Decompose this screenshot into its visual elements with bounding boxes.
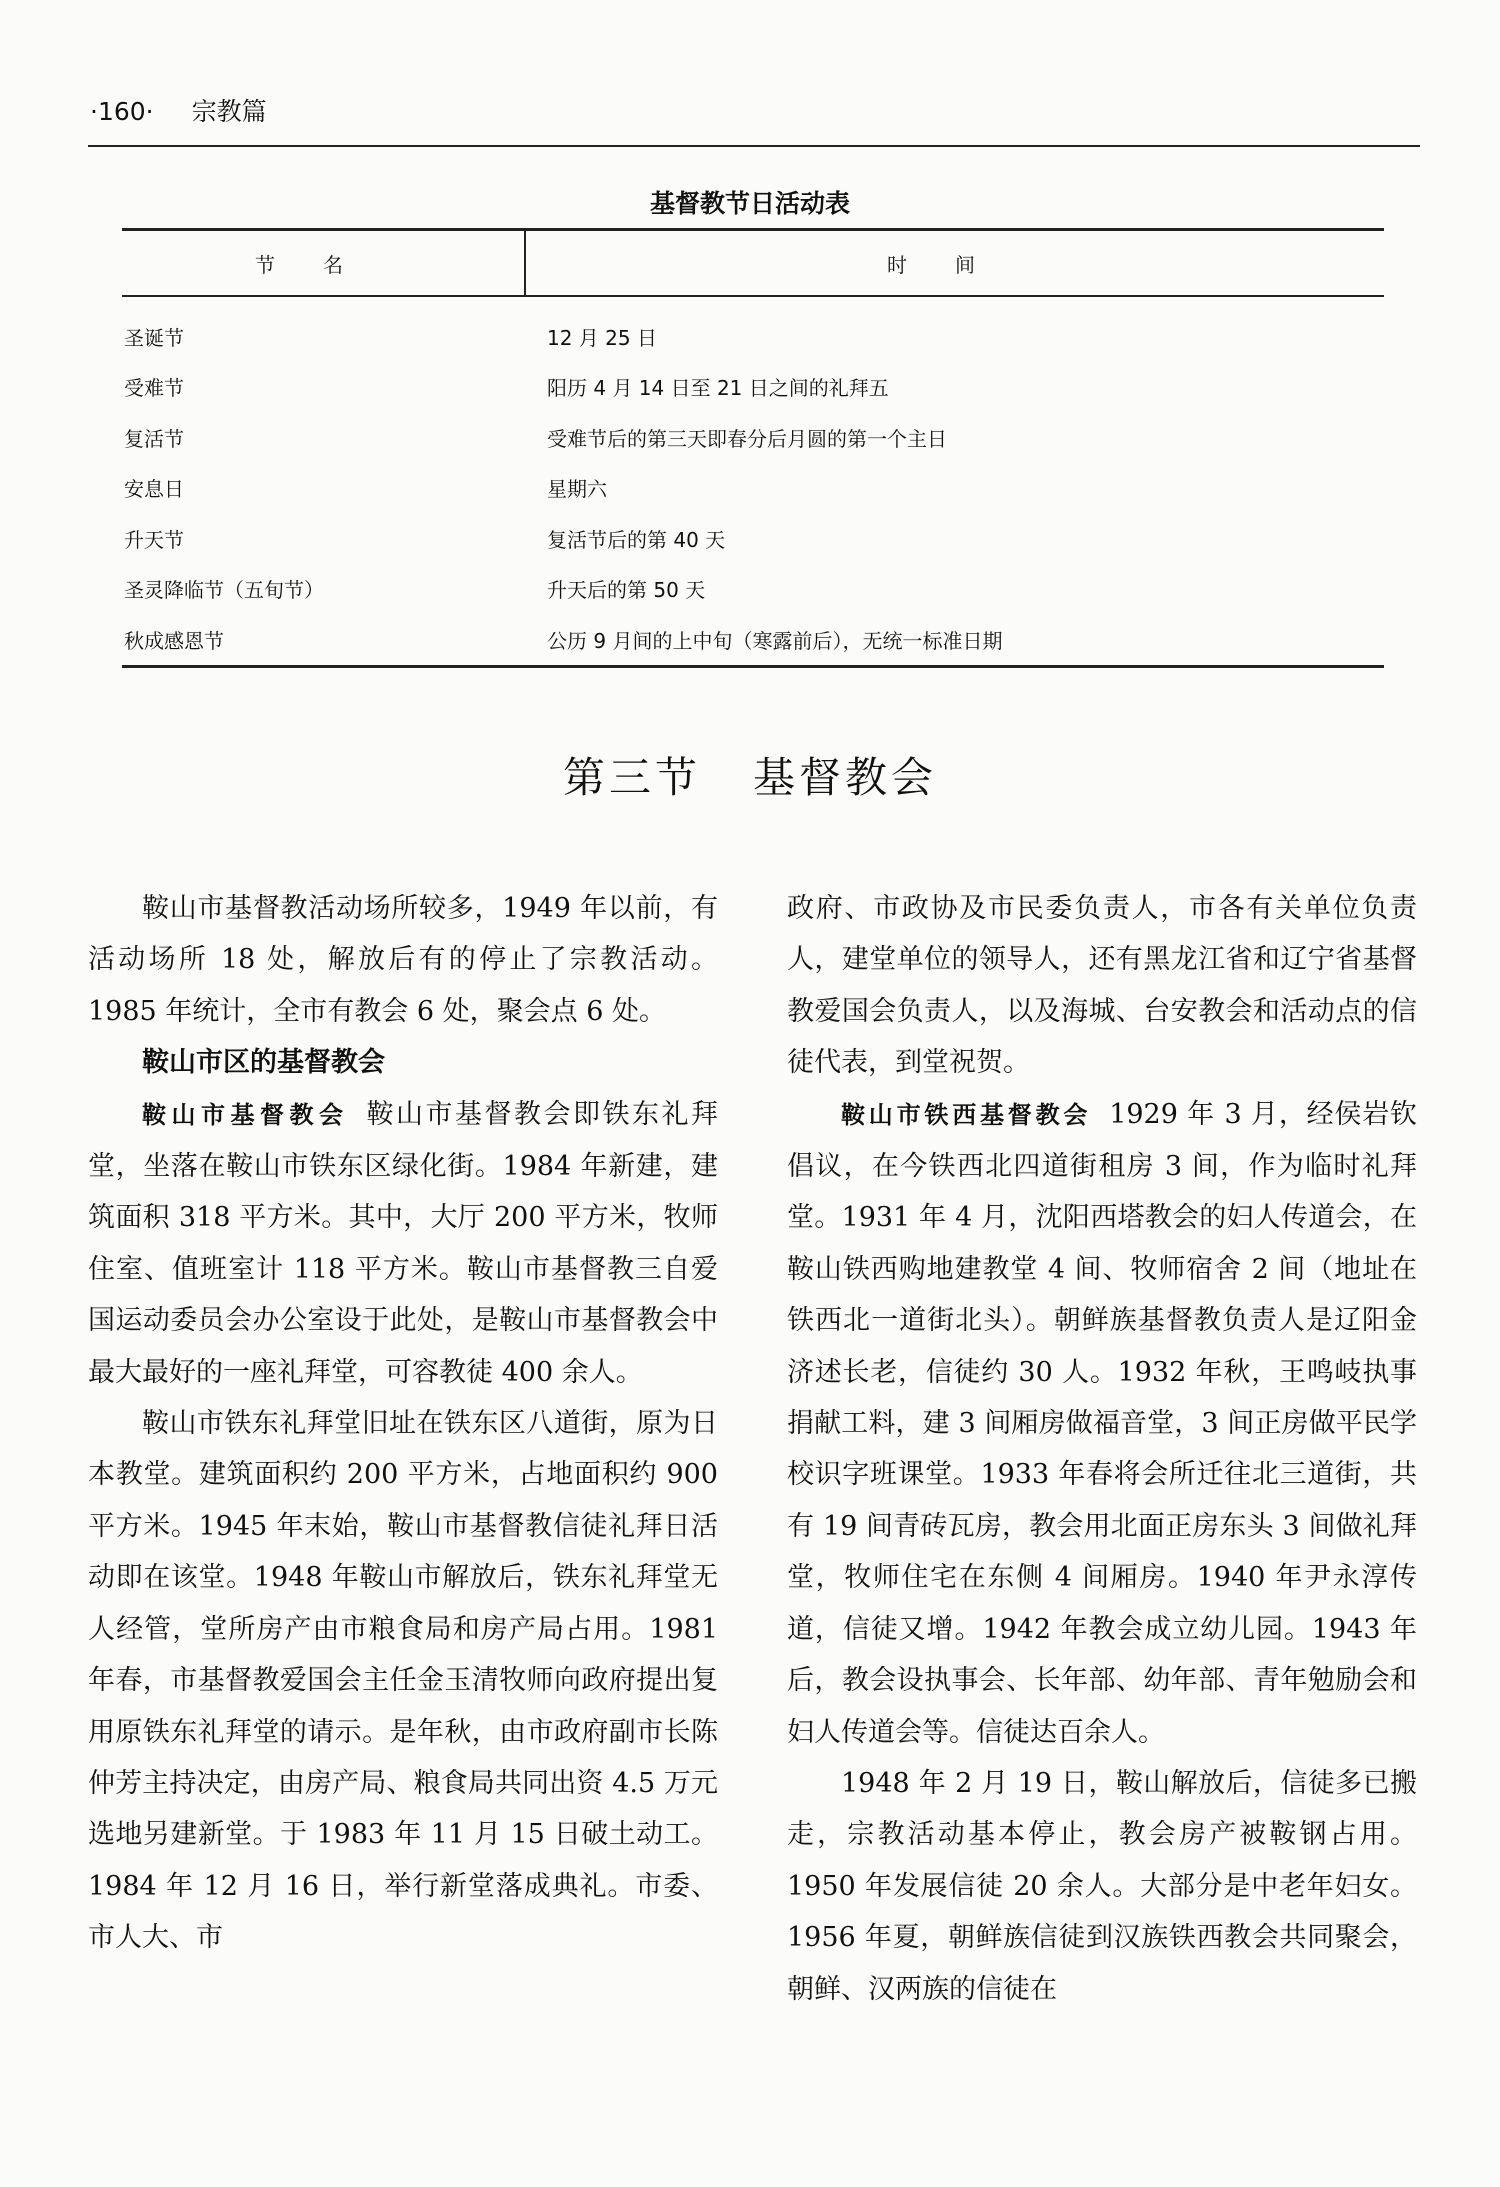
festival-name: 受难节: [124, 376, 184, 401]
section-number: 第三节: [562, 753, 701, 802]
festival-name: 圣诞节: [124, 325, 184, 350]
left-column: [88, 883, 718, 1964]
festival-name: 升天节: [124, 527, 184, 552]
festival-time: 升天后的第 50 天: [547, 578, 706, 603]
table-row: [122, 296, 1384, 362]
festival-time: 12 月 25 日: [547, 325, 657, 350]
festival-name: 秋成感恩节: [122, 614, 525, 666]
festival-time: 复活节后的第 40 天: [547, 527, 726, 552]
paragraph: 政府、市政协及市民委负责人，市各有关单位负责人，建堂单位的领导人，还有黑龙江省和辽宁省基督教爱国会负责人，以及海城、台安教会和活动点的信徒代表，到堂祝贺。: [787, 893, 1417, 1079]
table-row: [122, 412, 1384, 463]
festival-name: 圣灵降临节（五旬节）: [124, 578, 324, 603]
page-header: [90, 92, 1420, 128]
table-row: [122, 614, 1384, 666]
festival-table: [122, 228, 1384, 668]
header-rule: [88, 145, 1420, 147]
paragraph: 鞍山市基督教活动场所较多，1949 年以前，有活动场所 18 处，解放后有的停止了宗教活动。1985 年统计，全市有教会 6 处，聚会点 6 处。: [88, 893, 718, 1027]
section-title: [0, 745, 1500, 805]
entry-lead: 鞍山市铁西基督教会: [841, 1100, 1092, 1129]
festival-time: 阳历 4 月 14 日至 21 日之间的礼拜五: [547, 376, 889, 401]
table-row: [122, 463, 1384, 514]
table-title: 基督教节日活动表: [649, 189, 850, 218]
paragraph: 1948 年 2 月 19 日，鞍山解放后，信徒多已搬走，宗教活动基本停止，教会房产被鞍钢占用。1950 年发展信徒 20 余人。大部分是中老年妇女。1956 年夏，朝鲜族信徒到汉族铁西教会共同聚会，朝鲜、汉两族的信徒在: [787, 1767, 1417, 2005]
entry-text: 1929 年 3 月，经侯岩钦倡议，在今铁西北四道街租房 3 间，作为临时礼拜堂。1931 年 4 月，沈阳西塔教会的妇人传道会，在鞍山铁西购地建教堂 4 间、牧师宿舍 2 间（地址在铁西北一道街北头）。朝鲜族基督教负责人是辽阳金济述长老，信徒约 30 人。1932 年秋，王鸣岐执事捐献工料，建 3 间厢房做福音堂，3 间正房做平民学校识字班课堂。1933 年春将会所迁往北三道街，共有 19 间青砖瓦房，教会用北面正房东头 3 间做礼拜堂，牧师住宅在东侧 4 间厢房。1940 年尹永淳传道，信徒又增。1942 年教会成立幼儿园。1943 年后，教会设执事会、长年部、幼年部、青年勉励会和妇人传道会等。信徒达百余人。: [787, 1098, 1418, 1748]
subsection-heading: 鞍山市区的基督教会: [142, 1047, 385, 1079]
section-name: 宗教篇: [191, 97, 267, 126]
section-name-heading: 基督教会: [753, 753, 938, 802]
paragraph: [787, 1089, 1417, 1758]
festival-name: 复活节: [124, 426, 184, 451]
column-header-name: 节名: [122, 230, 525, 297]
paragraph: [88, 1089, 718, 1398]
right-column: [787, 883, 1417, 2015]
page-number: ·160·: [90, 97, 154, 126]
festival-time: 受难节后的第三天即春分后月圆的第一个主日: [547, 426, 947, 451]
table-row: [122, 513, 1384, 564]
paragraph: 鞍山市铁东礼拜堂旧址在铁东区八道街，原为日本教堂。建筑面积约 200 平方米，占地面积约 900 平方米。1945 年末始，鞍山市基督教信徒礼拜日活动即在该堂。1948 年鞍山市解放后，铁东礼拜堂无人经管，堂所房产由市粮食局和房产局占用。1981 年春，市基督教爱国会主任金玉清牧师向政府提出复用原铁东礼拜堂的请示。是年秋，由市政府副市长陈仲芳主持决定，由房产局、粮食局共同出资 4.5 万元选地另建新堂。于 1983 年 11 月 15 日破土动工。1984 年 12 月 16 日，举行新堂落成典礼。市委、市人大、市: [88, 1408, 718, 1954]
festival-time: 公历 9 月间的上中旬（寒露前后），无统一标准日期: [525, 614, 1384, 666]
entry-text: 鞍山市基督教会即铁东礼拜堂，坐落在鞍山市铁东区绿化街。1984 年新建，建筑面积 318 平方米。其中，大厅 200 平方米，牧师住室、值班室计 118 平方米。鞍山市基督教三自爱国运动委员会办公室设于此处，是鞍山市基督教会中最大最好的一座礼拜堂，可容教徒 400 余人。: [88, 1098, 718, 1388]
entry-lead: 鞍山市基督教会: [142, 1100, 349, 1129]
festival-time: 星期六: [547, 477, 607, 502]
column-header-time: 时间: [525, 230, 1384, 297]
festival-name: 安息日: [124, 477, 184, 502]
table-row: [122, 564, 1384, 615]
table-row: [122, 362, 1384, 413]
